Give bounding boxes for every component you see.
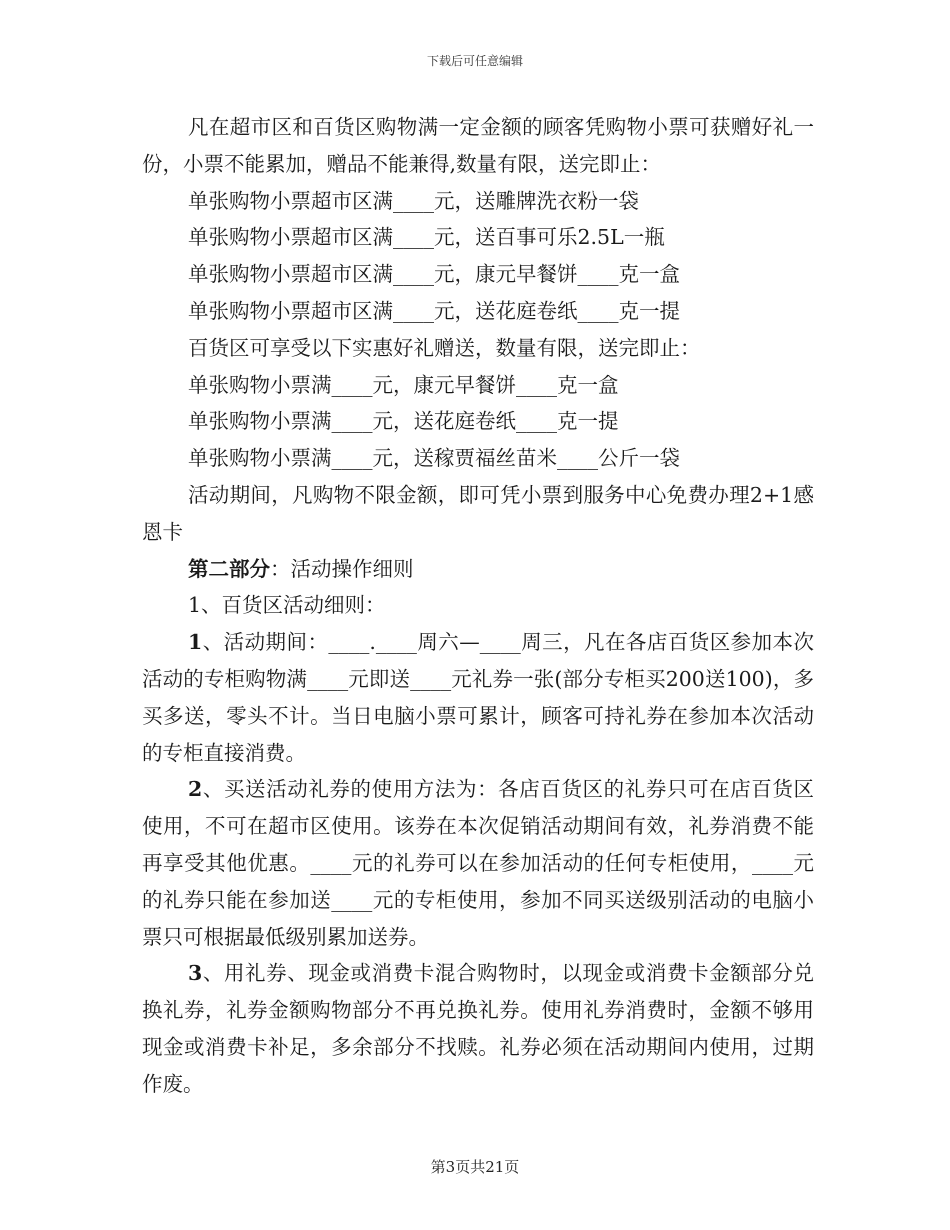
department-gift-2: 单张购物小票满____元，送花庭卷纸____克一提 bbox=[188, 409, 619, 434]
rule-number: 2 bbox=[188, 777, 203, 802]
document-body bbox=[142, 109, 814, 1103]
section-heading-title: ：活动操作细则 bbox=[270, 556, 414, 581]
rule-3 bbox=[142, 955, 814, 1102]
rule-text: 、活动期间：____.____周六—____周三，凡在各店百货区参加本次活动的专柜购物满____元即送____元礼券一张(部分专柜买200送100)，多买多送，零头不计。当日电脑小票可累计，顾客可持礼券在参加本次活动的专柜直接消费。 bbox=[142, 630, 814, 765]
department-intro: 百货区可享受以下实惠好礼赠送，数量有限，送完即止： bbox=[188, 335, 701, 360]
section-heading-label: 第二部分 bbox=[188, 556, 270, 581]
rule-2 bbox=[142, 771, 814, 955]
thanks-card-paragraph: 活动期间，凡购物不限金额，即可凭小票到服务中心免费办理2+1感恩卡 bbox=[142, 482, 814, 544]
rule-number: 3 bbox=[188, 961, 203, 986]
department-gift-1: 单张购物小票满____元，康元早餐饼____克一盒 bbox=[188, 372, 619, 397]
rule-1 bbox=[142, 624, 814, 771]
intro-paragraph: 凡在超市区和百货区购物满一定金额的顾客凭购物小票可获赠好礼一份，小票不能累加，赠品不能兼得,数量有限，送完即止： bbox=[142, 115, 814, 176]
page-header: 下载后可任意编辑 bbox=[426, 54, 523, 68]
subsection-heading: 1、百货区活动细则： bbox=[188, 593, 386, 618]
rule-number: 1 bbox=[188, 630, 203, 655]
section-heading bbox=[142, 551, 814, 588]
supermarket-gift-3: 单张购物小票超市区满____元，康元早餐饼____克一盒 bbox=[188, 262, 680, 287]
page-footer: 第3页共21页 bbox=[430, 1158, 520, 1176]
supermarket-gift-2: 单张购物小票超市区满____元，送百事可乐2.5L一瓶 bbox=[188, 225, 665, 250]
rule-text: 、买送活动礼券的使用方法为：各店百货区的礼券只可在店百货区使用，不可在超市区使用。该券在本次促销活动期间有效，礼券消费不能再享受其他优惠。____元的礼券可以在参加活动的任何专柜使用，____元的礼券只能在参加送____元的专柜使用，参加不同买送级别活动的电脑小票只可根据最低级别累加送券。 bbox=[142, 777, 814, 949]
supermarket-gift-1: 单张购物小票超市区满____元，送雕牌洗衣粉一袋 bbox=[188, 188, 639, 213]
rule-text: 、用礼券、现金或消费卡混合购物时，以现金或消费卡金额部分兑换礼券，礼券金额购物部分不再兑换礼券。使用礼券消费时，金额不够用现金或消费卡补足，多余部分不找赎。礼券必须在活动期间内使用，过期作废。 bbox=[142, 961, 814, 1096]
department-gift-3: 单张购物小票满____元，送稼贾福丝苗米____公斤一袋 bbox=[188, 446, 680, 471]
supermarket-gift-4: 单张购物小票超市区满____元，送花庭卷纸____克一提 bbox=[188, 298, 680, 323]
